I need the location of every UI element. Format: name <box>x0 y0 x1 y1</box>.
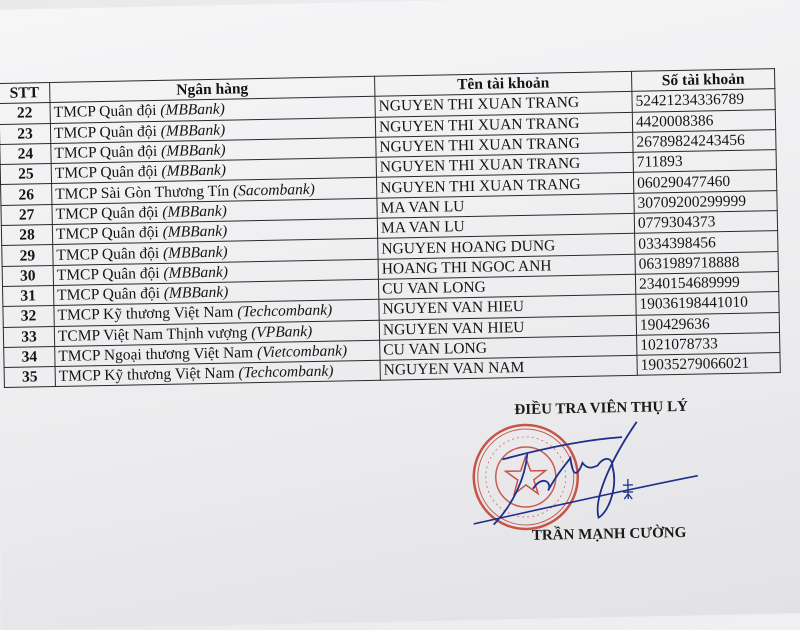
row-account-name: NGUYEN THI XUAN TRANG <box>376 173 633 198</box>
row-account-number: 52421234336789 <box>632 89 775 112</box>
bank-name: TMCP Quân đội <box>54 163 162 183</box>
bank-name: TMCP Quân đội <box>55 224 163 244</box>
bank-short-name: (VPBank) <box>250 322 313 341</box>
row-account-name: NGUYEN THI XUAN TRANG <box>375 92 632 117</box>
row-stt: 32 <box>3 306 54 327</box>
header-stt: STT <box>0 83 50 104</box>
row-stt: 24 <box>0 143 51 164</box>
bank-name: TMCP Quân đội <box>55 203 163 223</box>
bank-short-name: (MBBank) <box>162 202 227 221</box>
bank-name: TMCP Quân đội <box>57 284 164 305</box>
row-stt: 31 <box>3 285 54 306</box>
bank-name: TCMP Việt Nam Thịnh vượng <box>57 323 252 345</box>
header-account-number: Số tài khoản <box>631 69 774 92</box>
row-account-name: NGUYEN VAN HIEU <box>379 295 636 320</box>
row-stt: 34 <box>4 346 55 367</box>
row-account-name: NGUYEN VAN NAM <box>380 355 637 380</box>
bank-short-name: (MBBank) <box>161 161 227 181</box>
row-stt: 28 <box>1 225 52 246</box>
bank-name: TMCP Sài Gòn Thương Tín <box>55 182 234 203</box>
bank-short-name: (MBBank) <box>163 283 229 302</box>
row-account-number: 0631989718888 <box>635 251 778 274</box>
bank-name: TMCP Ngoại thương Việt Nam <box>58 344 258 365</box>
row-account-number: 19036198441010 <box>636 292 779 315</box>
row-stt: 22 <box>0 103 50 124</box>
signer-title: ĐIỀU TRA VIÊN THỤ LÝ <box>514 398 688 419</box>
row-account-number: 060290477460 <box>633 170 776 193</box>
bank-short-name: (Techcombank) <box>237 302 333 321</box>
row-account-number: 26789824243456 <box>633 129 776 152</box>
row-account-name: MA VAN LU <box>377 193 634 218</box>
bank-short-name: (MBBank) <box>162 243 228 262</box>
row-account-number: 0334398456 <box>635 231 778 254</box>
bank-name: TMCP Quân đội <box>56 244 164 264</box>
handwritten-signature <box>472 416 704 530</box>
bank-accounts-table <box>0 68 781 388</box>
bank-short-name: (MBBank) <box>160 141 226 160</box>
row-account-number: 19035279066021 <box>637 353 780 376</box>
bank-short-name: (Sacombank) <box>232 180 315 200</box>
row-account-name: NGUYEN THI XUAN TRANG <box>375 112 632 137</box>
bank-short-name: (Vietcombank) <box>256 342 348 362</box>
bank-name: TMCP Quân đội <box>56 264 164 284</box>
bank-name: TMCP Quân đội <box>54 142 162 162</box>
row-account-name: NGUYEN VAN HIEU <box>379 315 636 340</box>
bank-name: TMCP Quân đội <box>53 102 161 122</box>
bank-short-name: (Techcombank) <box>238 362 334 382</box>
row-account-number: 2340154689999 <box>635 272 778 295</box>
row-account-number: 1021078733 <box>637 332 780 355</box>
bank-short-name: (MBBank) <box>163 263 229 282</box>
row-account-name: NGUYEN HOANG DUNG <box>378 234 635 259</box>
signer-name: TRẦN MẠNH CƯỜNG <box>531 524 687 544</box>
row-stt: 29 <box>2 245 53 266</box>
bank-name: TMCP Quân đội <box>53 122 161 142</box>
row-stt: 27 <box>1 204 52 225</box>
row-account-number: 711893 <box>633 150 776 173</box>
row-account-name: NGUYEN THI XUAN TRANG <box>376 153 633 178</box>
row-stt: 26 <box>1 184 52 205</box>
row-account-number: 0779304373 <box>634 211 777 234</box>
row-account-name: NGUYEN THI XUAN TRANG <box>376 132 633 157</box>
bank-short-name: (MBBank) <box>162 222 228 242</box>
row-account-number: 4420008386 <box>632 109 775 132</box>
header-account-name: Tên tài khoản <box>375 71 632 96</box>
row-account-name: MA VAN LU <box>377 213 634 238</box>
bank-name: TMCP Kỹ thương Việt Nam <box>57 303 238 325</box>
row-stt: 33 <box>3 326 54 347</box>
row-stt: 35 <box>4 367 55 388</box>
row-account-name: CU VAN LONG <box>380 335 637 360</box>
bank-short-name: (MBBank) <box>160 121 226 140</box>
row-account-name: CU VAN LONG <box>378 274 635 299</box>
row-account-name: HOANG THI NGOC ANH <box>378 254 635 279</box>
bank-short-name: (MBBank) <box>160 101 226 120</box>
bank-name: TMCP Kỹ thương Việt Nam <box>58 364 239 386</box>
row-account-number: 190429636 <box>636 312 779 335</box>
header-bank: Ngân hàng <box>50 76 375 103</box>
row-account-number: 30709200299999 <box>634 190 777 213</box>
row-stt: 23 <box>0 123 51 144</box>
row-stt: 30 <box>2 265 53 286</box>
row-stt: 25 <box>0 164 51 185</box>
